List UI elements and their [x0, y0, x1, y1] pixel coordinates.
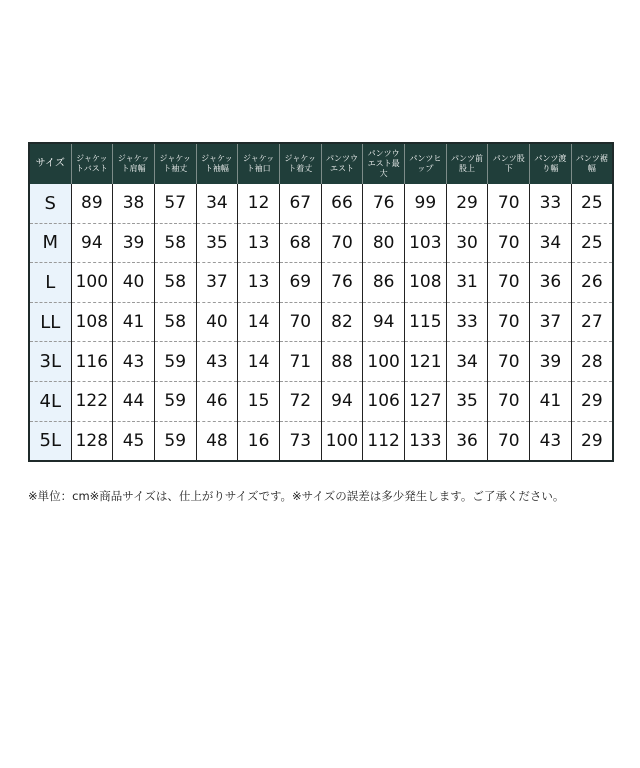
measurement-cell: 70	[488, 184, 530, 223]
column-header: ジャケット着丈	[279, 143, 321, 184]
size-label: M	[29, 223, 71, 263]
measurement-cell: 13	[238, 263, 280, 303]
measurement-cell: 37	[196, 263, 238, 303]
measurement-cell: 76	[321, 263, 363, 303]
table-row	[29, 421, 613, 461]
column-header: ジャケット袖口	[238, 143, 280, 184]
measurement-cell: 40	[113, 263, 155, 303]
measurement-cell: 69	[279, 263, 321, 303]
size-label: 3L	[29, 342, 71, 382]
measurement-cell: 89	[71, 184, 113, 223]
size-chart-table	[28, 142, 614, 462]
measurement-cell: 70	[488, 223, 530, 263]
column-header: パンツウエスト	[321, 143, 363, 184]
column-header: パンツ股下	[488, 143, 530, 184]
size-label: LL	[29, 302, 71, 342]
measurement-cell: 40	[196, 302, 238, 342]
measurement-cell: 39	[113, 223, 155, 263]
measurement-cell: 70	[279, 302, 321, 342]
column-header: パンツウエスト最大	[363, 143, 405, 184]
measurement-cell: 12	[238, 184, 280, 223]
measurement-cell: 41	[530, 381, 572, 421]
measurement-cell: 38	[113, 184, 155, 223]
measurement-cell: 34	[446, 342, 488, 382]
table-row	[29, 302, 613, 342]
measurement-cell: 59	[154, 421, 196, 461]
measurement-cell: 35	[196, 223, 238, 263]
measurement-cell: 70	[488, 381, 530, 421]
measurement-cell: 106	[363, 381, 405, 421]
column-header: パンツ前股上	[446, 143, 488, 184]
size-label: S	[29, 184, 71, 223]
measurement-cell: 127	[405, 381, 447, 421]
measurement-cell: 45	[113, 421, 155, 461]
table-row	[29, 263, 613, 303]
measurement-cell: 112	[363, 421, 405, 461]
measurement-cell: 94	[71, 223, 113, 263]
measurement-cell: 29	[571, 381, 613, 421]
measurement-cell: 26	[571, 263, 613, 303]
measurement-cell: 71	[279, 342, 321, 382]
measurement-cell: 88	[321, 342, 363, 382]
measurement-cell: 46	[196, 381, 238, 421]
measurement-cell: 80	[363, 223, 405, 263]
measurement-cell: 94	[363, 302, 405, 342]
measurement-cell: 103	[405, 223, 447, 263]
column-header: パンツ裾幅	[571, 143, 613, 184]
measurement-cell: 37	[530, 302, 572, 342]
table-row	[29, 342, 613, 382]
column-header: ジャケットバスト	[71, 143, 113, 184]
measurement-cell: 43	[196, 342, 238, 382]
measurement-cell: 28	[571, 342, 613, 382]
measurement-cell: 29	[446, 184, 488, 223]
measurement-cell: 41	[113, 302, 155, 342]
measurement-cell: 94	[321, 381, 363, 421]
measurement-cell: 76	[363, 184, 405, 223]
measurement-cell: 43	[113, 342, 155, 382]
measurement-cell: 72	[279, 381, 321, 421]
measurement-cell: 30	[446, 223, 488, 263]
measurement-cell: 86	[363, 263, 405, 303]
measurement-cell: 48	[196, 421, 238, 461]
table-header	[29, 143, 613, 184]
table-row	[29, 381, 613, 421]
measurement-cell: 44	[113, 381, 155, 421]
table-row	[29, 184, 613, 223]
measurement-cell: 59	[154, 342, 196, 382]
measurement-cell: 70	[321, 223, 363, 263]
table-body	[29, 184, 613, 461]
measurement-cell: 14	[238, 302, 280, 342]
measurement-cell: 108	[405, 263, 447, 303]
size-label: L	[29, 263, 71, 303]
measurement-cell: 133	[405, 421, 447, 461]
measurement-cell: 16	[238, 421, 280, 461]
measurement-cell: 58	[154, 223, 196, 263]
measurement-cell: 31	[446, 263, 488, 303]
measurement-cell: 39	[530, 342, 572, 382]
measurement-cell: 100	[321, 421, 363, 461]
measurement-cell: 13	[238, 223, 280, 263]
measurement-cell: 33	[530, 184, 572, 223]
measurement-cell: 116	[71, 342, 113, 382]
measurement-cell: 70	[488, 342, 530, 382]
measurement-cell: 36	[446, 421, 488, 461]
table-row	[29, 223, 613, 263]
column-header: パンツヒップ	[405, 143, 447, 184]
column-header: ジャケット肩幅	[113, 143, 155, 184]
measurement-cell: 70	[488, 421, 530, 461]
measurement-cell: 25	[571, 184, 613, 223]
measurement-cell: 29	[571, 421, 613, 461]
column-header: パンツ渡り幅	[530, 143, 572, 184]
measurement-cell: 66	[321, 184, 363, 223]
measurement-cell: 70	[488, 263, 530, 303]
measurement-cell: 108	[71, 302, 113, 342]
measurement-cell: 35	[446, 381, 488, 421]
measurement-cell: 36	[530, 263, 572, 303]
measurement-cell: 99	[405, 184, 447, 223]
measurement-cell: 100	[363, 342, 405, 382]
measurement-cell: 15	[238, 381, 280, 421]
measurement-cell: 82	[321, 302, 363, 342]
measurement-cell: 70	[488, 302, 530, 342]
measurement-cell: 121	[405, 342, 447, 382]
measurement-cell: 58	[154, 302, 196, 342]
header-row	[29, 143, 613, 184]
measurement-cell: 14	[238, 342, 280, 382]
column-header: ジャケット袖丈	[154, 143, 196, 184]
measurement-cell: 115	[405, 302, 447, 342]
size-label: 5L	[29, 421, 71, 461]
column-header: ジャケット袖幅	[196, 143, 238, 184]
measurement-cell: 73	[279, 421, 321, 461]
measurement-cell: 100	[71, 263, 113, 303]
measurement-cell: 34	[196, 184, 238, 223]
size-label: 4L	[29, 381, 71, 421]
measurement-cell: 43	[530, 421, 572, 461]
size-note: ※単位：cm※商品サイズは、仕上がりサイズです。※サイズの誤差は多少発生します。ご了承ください。	[28, 489, 565, 503]
measurement-cell: 34	[530, 223, 572, 263]
measurement-cell: 67	[279, 184, 321, 223]
measurement-cell: 122	[71, 381, 113, 421]
measurement-cell: 128	[71, 421, 113, 461]
measurement-cell: 57	[154, 184, 196, 223]
measurement-cell: 58	[154, 263, 196, 303]
measurement-cell: 59	[154, 381, 196, 421]
measurement-cell: 27	[571, 302, 613, 342]
measurement-cell: 33	[446, 302, 488, 342]
measurement-cell: 68	[279, 223, 321, 263]
header-size: サイズ	[29, 143, 71, 184]
measurement-cell: 25	[571, 223, 613, 263]
